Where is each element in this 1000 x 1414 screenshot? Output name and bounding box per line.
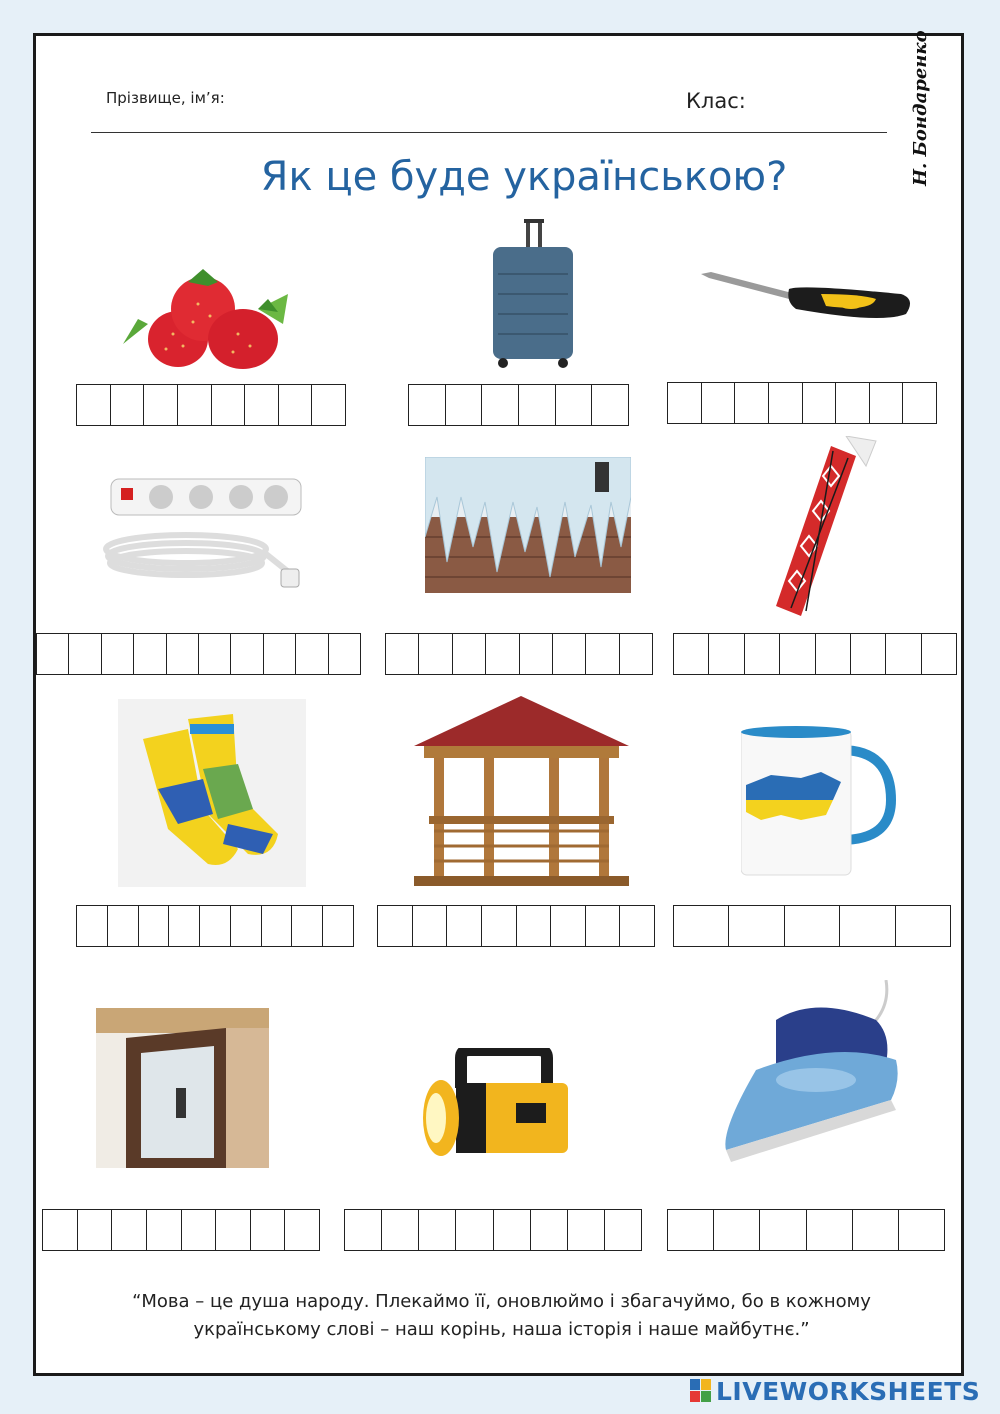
letter-cell[interactable] [285, 1210, 319, 1250]
letter-cell[interactable] [323, 906, 353, 946]
quote-line-1: “Мова – це душа народу. Плекаймо її, оновлюймо і збагачуймо, бо в кожному [132, 1291, 871, 1312]
letter-cell[interactable] [231, 634, 263, 674]
mug-image [741, 720, 901, 880]
letter-cell[interactable] [139, 906, 170, 946]
letter-cell[interactable] [517, 906, 552, 946]
page-title: Як це буде українською? [260, 154, 788, 200]
letter-cell[interactable] [264, 634, 296, 674]
letter-cell[interactable] [378, 906, 413, 946]
answer-box-socks[interactable] [76, 905, 354, 947]
answer-box-screwdriver[interactable] [667, 382, 937, 424]
header-divider [91, 132, 887, 133]
letter-cell[interactable] [899, 1210, 944, 1250]
letter-cell[interactable] [586, 634, 619, 674]
liveworksheets-logo [690, 1374, 980, 1408]
letter-cell[interactable] [182, 1210, 217, 1250]
letter-cell[interactable] [37, 634, 69, 674]
letter-cell[interactable] [262, 906, 293, 946]
letter-cell[interactable] [903, 383, 936, 423]
liveworksheets-icon [690, 1379, 712, 1403]
letter-cell[interactable] [43, 1210, 78, 1250]
letter-cell[interactable] [419, 634, 452, 674]
answer-box-mug[interactable] [673, 905, 951, 947]
letter-cell[interactable] [745, 634, 780, 674]
brand-text: LIVEWORKSHEETS [716, 1376, 981, 1406]
letter-cell[interactable] [456, 1210, 493, 1250]
author-signature: Н. Бондаренко [910, 30, 931, 186]
letter-cell[interactable] [112, 1210, 147, 1250]
letter-cell[interactable] [494, 1210, 531, 1250]
power-strip-image [96, 474, 311, 594]
answer-box-embroidered-tie[interactable] [673, 633, 957, 675]
letter-cell[interactable] [446, 385, 483, 425]
class-label: Клас: [686, 89, 746, 113]
letter-cell[interactable] [520, 634, 553, 674]
answer-box-window[interactable] [42, 1209, 320, 1251]
letter-cell[interactable] [199, 634, 231, 674]
answer-box-flashlight[interactable] [344, 1209, 642, 1251]
letter-cell[interactable] [620, 906, 654, 946]
letter-cell[interactable] [769, 383, 803, 423]
letter-cell[interactable] [279, 385, 313, 425]
letter-cell[interactable] [108, 906, 139, 946]
letter-cell[interactable] [519, 385, 556, 425]
iron-image [716, 980, 906, 1170]
letter-cell[interactable] [836, 383, 870, 423]
letter-cell[interactable] [668, 383, 702, 423]
suitcase-image [488, 219, 578, 369]
window-image [96, 1008, 269, 1168]
letter-cell[interactable] [386, 634, 419, 674]
letter-cell[interactable] [102, 634, 134, 674]
gazebo-image [414, 696, 629, 886]
quote [66, 1288, 937, 1344]
letter-cell[interactable] [77, 906, 108, 946]
letter-cell[interactable] [419, 1210, 456, 1250]
letter-cell[interactable] [245, 385, 279, 425]
letter-cell[interactable] [453, 634, 486, 674]
letter-cell[interactable] [134, 634, 166, 674]
letter-cell[interactable] [413, 906, 448, 946]
socks-image [118, 699, 306, 887]
letter-cell[interactable] [231, 906, 262, 946]
letter-cell[interactable] [896, 906, 950, 946]
letter-cell[interactable] [553, 634, 586, 674]
letter-cell[interactable] [714, 1210, 760, 1250]
flashlight-image [421, 1048, 569, 1158]
letter-cell[interactable] [568, 1210, 605, 1250]
letter-cell[interactable] [807, 1210, 853, 1250]
letter-cell[interactable] [735, 383, 769, 423]
letter-cell[interactable] [702, 383, 736, 423]
letter-cell[interactable] [551, 906, 586, 946]
letter-cell[interactable] [482, 906, 517, 946]
embroidered-tie-image [751, 436, 881, 621]
letter-cell[interactable] [760, 1210, 806, 1250]
letter-cell[interactable] [486, 634, 519, 674]
letter-cell[interactable] [292, 906, 323, 946]
answer-box-strawberries[interactable] [76, 384, 346, 426]
letter-cell[interactable] [345, 1210, 382, 1250]
letter-cell[interactable] [78, 1210, 113, 1250]
letter-cell[interactable] [886, 634, 921, 674]
answer-box-suitcase[interactable] [408, 384, 629, 426]
letter-cell[interactable] [785, 906, 840, 946]
letter-cell[interactable] [77, 385, 111, 425]
letter-cell[interactable] [447, 906, 482, 946]
letter-cell[interactable] [167, 634, 199, 674]
answer-box-iron[interactable] [667, 1209, 945, 1251]
letter-cell[interactable] [592, 385, 628, 425]
letter-cell[interactable] [69, 634, 101, 674]
letter-cell[interactable] [840, 906, 895, 946]
letter-cell[interactable] [147, 1210, 182, 1250]
letter-cell[interactable] [674, 634, 709, 674]
quote-line-2: українському слові – наш корінь, наша історія і наше майбутнє.” [193, 1319, 810, 1340]
icicles-image [425, 457, 631, 593]
letter-cell[interactable] [620, 634, 652, 674]
letter-cell[interactable] [780, 634, 815, 674]
letter-cell[interactable] [178, 385, 212, 425]
letter-cell[interactable] [709, 634, 744, 674]
letter-cell[interactable] [922, 634, 956, 674]
letter-cell[interactable] [409, 385, 446, 425]
letter-cell[interactable] [251, 1210, 286, 1250]
name-label: Прізвище, ім’я: [106, 89, 225, 107]
answer-box-icicles[interactable] [385, 633, 653, 675]
screwdriver-image [701, 264, 916, 329]
letter-cell[interactable] [729, 906, 784, 946]
letter-cell[interactable] [212, 385, 246, 425]
letter-cell[interactable] [482, 385, 519, 425]
letter-cell[interactable] [382, 1210, 419, 1250]
letter-cell[interactable] [816, 634, 851, 674]
letter-cell[interactable] [111, 385, 145, 425]
letter-cell[interactable] [674, 906, 729, 946]
worksheet-page [33, 30, 964, 1376]
answer-box-gazebo[interactable] [377, 905, 655, 947]
letter-cell[interactable] [531, 1210, 568, 1250]
strawberries-image [118, 254, 293, 369]
letter-cell[interactable] [169, 906, 200, 946]
letter-cell[interactable] [803, 383, 837, 423]
letter-cell[interactable] [605, 1210, 641, 1250]
letter-cell[interactable] [329, 634, 360, 674]
letter-cell[interactable] [586, 906, 621, 946]
answer-box-power-strip[interactable] [36, 633, 361, 675]
letter-cell[interactable] [870, 383, 904, 423]
letter-cell[interactable] [144, 385, 178, 425]
letter-cell[interactable] [216, 1210, 251, 1250]
letter-cell[interactable] [296, 634, 328, 674]
letter-cell[interactable] [312, 385, 345, 425]
letter-cell[interactable] [853, 1210, 899, 1250]
letter-cell[interactable] [200, 906, 231, 946]
letter-cell[interactable] [556, 385, 593, 425]
letter-cell[interactable] [851, 634, 886, 674]
letter-cell[interactable] [668, 1210, 714, 1250]
